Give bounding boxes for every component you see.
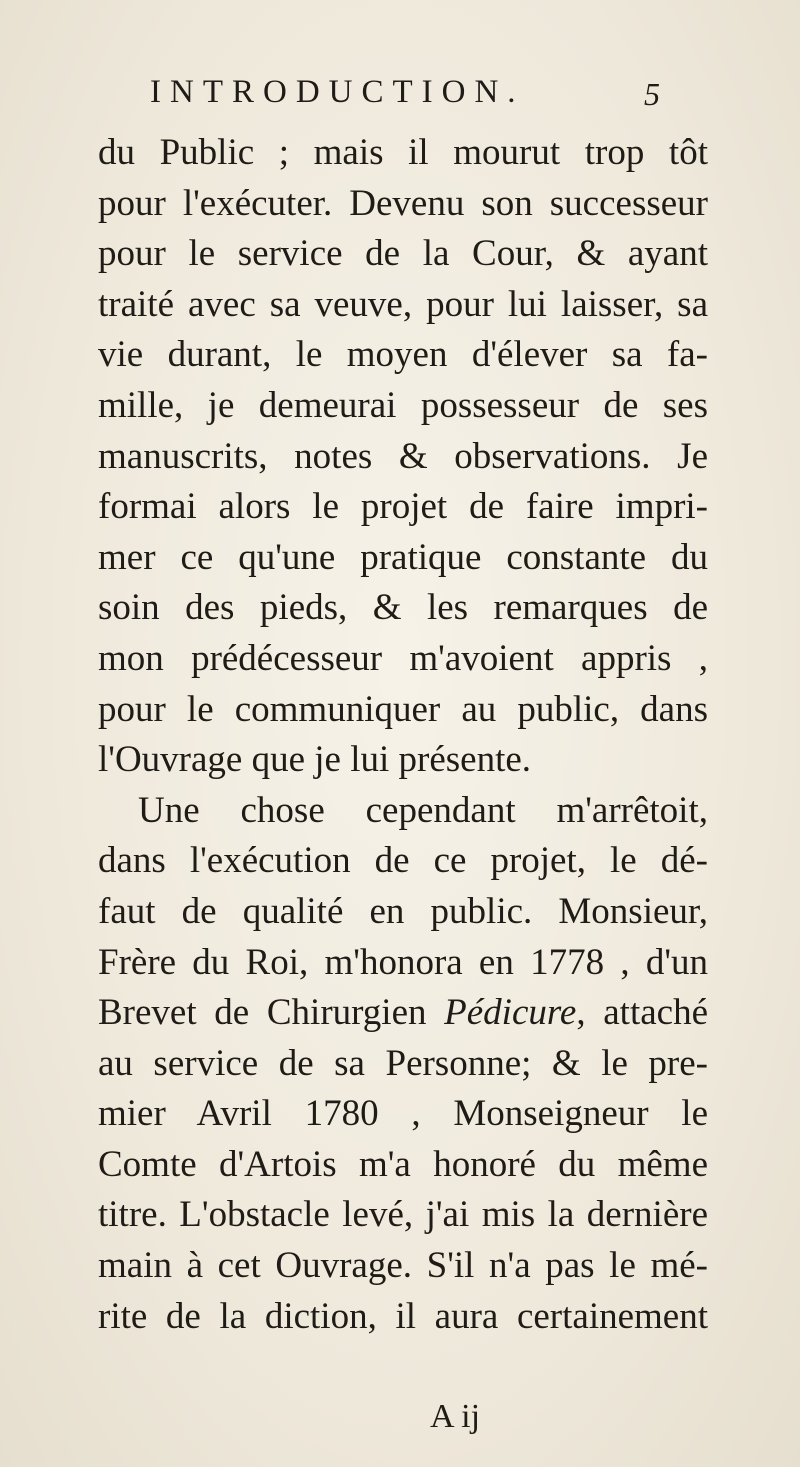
text-segment: main à cet Ouvrage. S'il n'a pas le mé- (98, 1245, 708, 1287)
italic-text: Pédicure (444, 992, 577, 1034)
text-line (98, 1190, 708, 1241)
page-header (150, 74, 660, 124)
text-line (98, 179, 708, 230)
text-segment: mier Avril 1780 , Monseigneur le (98, 1093, 708, 1135)
text-segment: Brevet de Chirurgien (98, 992, 445, 1034)
text-segment: pour le service de la Cour, & ayant (98, 233, 708, 275)
text-segment: mille, je demeurai possesseur de ses (98, 384, 708, 426)
page-number: 5 (644, 76, 660, 112)
text-line (98, 533, 708, 584)
text-segment: Comte d'Artois m'a honoré du même (98, 1143, 708, 1185)
text-segment: faut de qualité en public. Monsieur, (98, 890, 708, 932)
text-line (98, 229, 708, 280)
body-text (98, 128, 708, 1342)
text-segment: au service de sa Personne; & le pre- (98, 1042, 708, 1084)
text-segment: dans l'exécution de ce projet, le dé- (98, 840, 708, 882)
text-line (98, 634, 708, 685)
text-segment: mon prédécesseur m'avoient appris , (98, 637, 708, 679)
text-segment: , attaché (576, 992, 708, 1034)
text-line (98, 128, 708, 179)
text-segment: pour l'exécuter. Devenu son successeur (98, 182, 708, 224)
text-line (98, 1241, 708, 1292)
text-line (98, 1140, 708, 1191)
text-line (98, 1089, 708, 1140)
text-segment: manuscrits, notes & observations. Je (98, 435, 708, 477)
text-line (98, 836, 708, 887)
signature-mark: A ij (430, 1398, 481, 1435)
text-segment: traité avec sa veuve, pour lui laisser, sa (98, 283, 708, 325)
text-line (98, 786, 708, 837)
text-segment: titre. L'obstacle levé, j'ai mis la dernière (98, 1194, 708, 1236)
text-line (98, 482, 708, 533)
text-segment: soin des pieds, & les remarques de (98, 587, 708, 629)
text-line (98, 887, 708, 938)
text-line (98, 432, 708, 483)
text-line (98, 685, 708, 736)
text-segment: formai alors le projet de faire impri- (98, 486, 708, 528)
text-line (98, 988, 708, 1039)
text-segment: rite de la diction, il aura certainement (98, 1295, 708, 1337)
text-line (98, 583, 708, 634)
text-line (98, 938, 708, 989)
text-line (98, 280, 708, 331)
text-line (98, 1292, 708, 1343)
text-line (98, 735, 708, 786)
text-segment: vie durant, le moyen d'élever sa fa- (98, 334, 708, 376)
text-line (98, 381, 708, 432)
text-segment: mer ce qu'une pratique constante du (98, 536, 708, 578)
text-segment: Frère du Roi, m'honora en 1778 , d'un (98, 941, 708, 983)
running-title: INTRODUCTION. (150, 74, 525, 110)
text-segment: Une chose cependant m'arrêtoit, (138, 789, 708, 831)
text-line (98, 330, 708, 381)
text-segment: du Public ; mais il mourut trop tôt (98, 132, 708, 173)
text-segment: pour le communiquer au public, dans (98, 688, 708, 730)
text-line (98, 1039, 708, 1090)
text-segment: l'Ouvrage que je lui présente. (98, 739, 532, 781)
